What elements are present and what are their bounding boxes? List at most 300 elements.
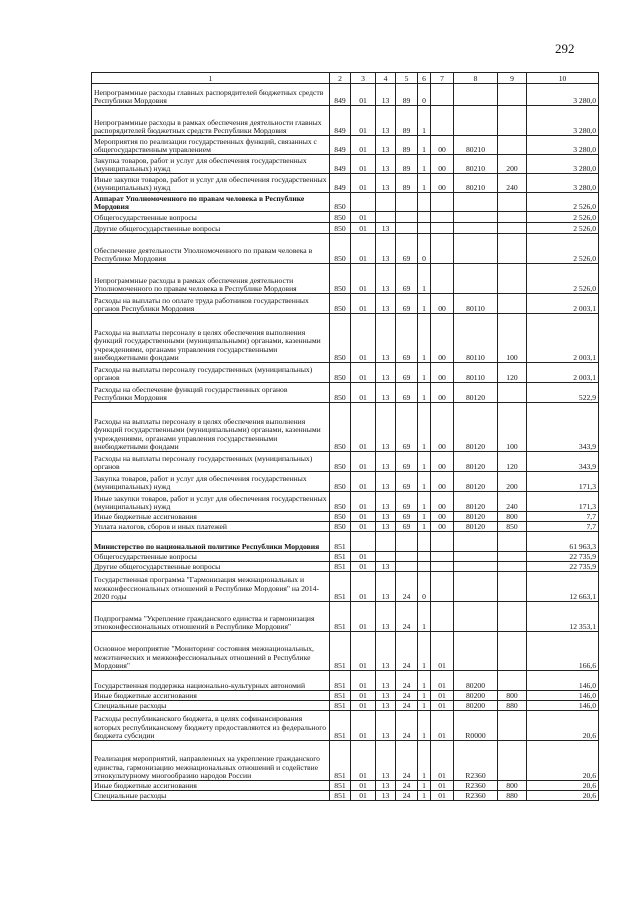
ministry-code-cell: 850: [330, 403, 351, 452]
section-cell: 01: [351, 472, 376, 492]
table-row: [92, 512, 599, 522]
subsection-cell: 13: [376, 492, 396, 512]
ministry-code-cell: 851: [330, 602, 351, 632]
ministry-code-cell: 850: [330, 234, 351, 264]
expense-type-cell: 800: [498, 512, 527, 522]
section-cell: 01: [351, 223, 376, 234]
program-cell: [396, 562, 418, 572]
ministry-code-cell: 851: [330, 562, 351, 572]
row-name-cell: Закупка товаров, работ и услуг для обеспечения государственных (муниципальных) нужд: [92, 155, 330, 174]
row-name-cell: Закупка товаров, работ и услуг для обеспечения государственных (муниципальных) нужд: [92, 472, 330, 492]
program-cell: 24: [396, 711, 418, 741]
row-name-cell: Иные бюджетные ассигнования: [92, 512, 330, 522]
subsection-cell: 13: [376, 136, 396, 155]
target-article-cell: 80120: [454, 522, 498, 532]
expense-type-cell: [498, 294, 527, 314]
table-body: [92, 84, 599, 801]
row-name-cell: Непрограммные расходы главных распорядителей бюджетных средств Республики Мордовия: [92, 84, 330, 106]
subprogram-cell: [418, 193, 431, 212]
row-name-cell: Мероприятия по реализации государственных функций, связанных с общегосударственным управлением: [92, 136, 330, 155]
activity-cell: 00: [431, 363, 454, 383]
target-article-cell: [454, 223, 498, 234]
target-article-cell: 80200: [454, 701, 498, 711]
program-cell: 24: [396, 701, 418, 711]
amount-cell: 146,0: [527, 671, 599, 691]
expense-type-cell: [498, 136, 527, 155]
activity-cell: [431, 106, 454, 136]
amount-cell: 12 663,1: [527, 572, 599, 602]
target-article-cell: R2360: [454, 791, 498, 801]
program-cell: 69: [396, 383, 418, 403]
target-article-cell: 80120: [454, 403, 498, 452]
activity-cell: [431, 234, 454, 264]
activity-cell: 00: [431, 383, 454, 403]
amount-cell: 3 280,0: [527, 155, 599, 174]
column-header: 6: [418, 73, 431, 84]
section-cell: 01: [351, 781, 376, 791]
program-cell: 69: [396, 403, 418, 452]
ministry-code-cell: 851: [330, 671, 351, 691]
subprogram-cell: 1: [418, 791, 431, 801]
section-cell: 01: [351, 791, 376, 801]
program-cell: 69: [396, 264, 418, 294]
section-cell: 01: [351, 512, 376, 522]
ministry-code-cell: 851: [330, 781, 351, 791]
target-article-cell: 80110: [454, 314, 498, 363]
row-name-cell: Непрограммные расходы в рамках обеспечения деятельности главных распорядителей бюджетных средств Республики Мордовия: [92, 106, 330, 136]
expense-type-cell: [498, 84, 527, 106]
ministry-code-cell: 849: [330, 84, 351, 106]
table-row: [92, 234, 599, 264]
table-row: [92, 552, 599, 562]
target-article-cell: [454, 602, 498, 632]
row-name-cell: Другие общегосударственные вопросы: [92, 562, 330, 572]
subsection-cell: 13: [376, 403, 396, 452]
program-cell: [396, 532, 418, 552]
activity-cell: 00: [431, 472, 454, 492]
subprogram-cell: 1: [418, 492, 431, 512]
program-cell: 24: [396, 602, 418, 632]
section-cell: 01: [351, 403, 376, 452]
expense-type-cell: [498, 106, 527, 136]
column-header: 5: [396, 73, 418, 84]
amount-cell: 2 003,1: [527, 294, 599, 314]
amount-cell: 343,9: [527, 452, 599, 472]
program-cell: 69: [396, 472, 418, 492]
activity-cell: 01: [431, 741, 454, 781]
program-cell: 24: [396, 781, 418, 791]
ministry-code-cell: 851: [330, 711, 351, 741]
amount-cell: 61 963,3: [527, 532, 599, 552]
expense-type-cell: [498, 562, 527, 572]
subsection-cell: 13: [376, 691, 396, 701]
ministry-code-cell: 851: [330, 572, 351, 602]
expense-type-cell: [498, 223, 527, 234]
table-row: [92, 193, 599, 212]
program-cell: 89: [396, 84, 418, 106]
section-cell: 01: [351, 84, 376, 106]
table-row: [92, 562, 599, 572]
subsection-cell: 13: [376, 234, 396, 264]
row-name-cell: Общегосударственные вопросы: [92, 212, 330, 223]
amount-cell: 2 003,1: [527, 363, 599, 383]
expense-type-cell: 100: [498, 403, 527, 452]
section-cell: 01: [351, 562, 376, 572]
subprogram-cell: 1: [418, 512, 431, 522]
subsection-cell: 13: [376, 602, 396, 632]
table-row: [92, 106, 599, 136]
activity-cell: [431, 212, 454, 223]
subprogram-cell: 1: [418, 701, 431, 711]
table-row: [92, 155, 599, 174]
table-row: [92, 84, 599, 106]
row-name-cell: Уплата налогов, сборов и иных платежей: [92, 522, 330, 532]
expense-type-cell: 800: [498, 781, 527, 791]
amount-cell: 12 353,1: [527, 602, 599, 632]
ministry-code-cell: 850: [330, 193, 351, 212]
amount-cell: 20,6: [527, 791, 599, 801]
row-name-cell: Расходы на выплаты по оплате труда работников государственных органов Республики Мордовия: [92, 294, 330, 314]
section-cell: 01: [351, 552, 376, 562]
expense-type-cell: 120: [498, 452, 527, 472]
program-cell: 24: [396, 671, 418, 691]
section-cell: 01: [351, 155, 376, 174]
subsection-cell: 13: [376, 383, 396, 403]
table-row: [92, 572, 599, 602]
ministry-code-cell: 850: [330, 472, 351, 492]
ministry-code-cell: 851: [330, 632, 351, 671]
expense-type-cell: [498, 532, 527, 552]
subsection-cell: 13: [376, 632, 396, 671]
expense-type-cell: [498, 552, 527, 562]
subsection-cell: 13: [376, 562, 396, 572]
section-cell: 01: [351, 572, 376, 602]
amount-cell: 3 280,0: [527, 84, 599, 106]
ministry-code-cell: 850: [330, 512, 351, 522]
program-cell: 69: [396, 294, 418, 314]
section-cell: 01: [351, 136, 376, 155]
row-name-cell: Расходы республиканского бюджета, в целях софинансирования которых республиканскому бюджету предоставляются из федерального бюджета субсидии: [92, 711, 330, 741]
section-cell: 01: [351, 492, 376, 512]
subprogram-cell: 1: [418, 363, 431, 383]
section-cell: 01: [351, 106, 376, 136]
section-cell: 01: [351, 602, 376, 632]
amount-cell: 343,9: [527, 403, 599, 452]
row-name-cell: Общегосударственные вопросы: [92, 552, 330, 562]
amount-cell: 2 526,0: [527, 264, 599, 294]
amount-cell: 20,6: [527, 781, 599, 791]
table-row: [92, 452, 599, 472]
program-cell: [396, 212, 418, 223]
expense-type-cell: 880: [498, 701, 527, 711]
row-name-cell: Иные бюджетные ассигнования: [92, 691, 330, 701]
expense-type-cell: 850: [498, 522, 527, 532]
row-name-cell: Государственная программа "Гармонизация межнациональных и межконфессиональных отношений в Республике Мордовия" на 2014-2020 годы: [92, 572, 330, 602]
subsection-cell: 13: [376, 155, 396, 174]
subprogram-cell: 1: [418, 781, 431, 791]
ministry-code-cell: 850: [330, 212, 351, 223]
target-article-cell: 80120: [454, 512, 498, 522]
subsection-cell: 13: [376, 84, 396, 106]
subprogram-cell: 1: [418, 403, 431, 452]
expense-type-cell: 240: [498, 492, 527, 512]
subprogram-cell: 0: [418, 234, 431, 264]
ministry-code-cell: 851: [330, 552, 351, 562]
program-cell: [396, 193, 418, 212]
subprogram-cell: 1: [418, 741, 431, 781]
program-cell: 69: [396, 512, 418, 522]
subprogram-cell: 1: [418, 632, 431, 671]
activity-cell: [431, 223, 454, 234]
row-name-cell: Обеспечение деятельности Уполномоченного по правам человека в Республике Мордовия: [92, 234, 330, 264]
table-row: [92, 781, 599, 791]
subsection-cell: [376, 193, 396, 212]
program-cell: 24: [396, 632, 418, 671]
subprogram-cell: 1: [418, 155, 431, 174]
section-cell: 01: [351, 174, 376, 193]
activity-cell: [431, 193, 454, 212]
subsection-cell: 13: [376, 572, 396, 602]
target-article-cell: [454, 84, 498, 106]
subsection-cell: 13: [376, 472, 396, 492]
row-name-cell: Расходы на обеспечение функций государственных органов Республики Мордовия: [92, 383, 330, 403]
expense-type-cell: [498, 711, 527, 741]
subprogram-cell: 1: [418, 294, 431, 314]
target-article-cell: 80110: [454, 294, 498, 314]
target-article-cell: 80210: [454, 136, 498, 155]
target-article-cell: [454, 106, 498, 136]
subprogram-cell: 1: [418, 264, 431, 294]
expense-type-cell: [498, 632, 527, 671]
section-cell: 01: [351, 691, 376, 701]
subprogram-cell: 1: [418, 711, 431, 741]
page-number: 292: [555, 41, 575, 56]
activity-cell: 01: [431, 711, 454, 741]
expense-type-cell: 120: [498, 363, 527, 383]
amount-cell: 522,9: [527, 383, 599, 403]
amount-cell: 171,3: [527, 472, 599, 492]
expense-type-cell: 880: [498, 791, 527, 801]
row-name-cell: Расходы на выплаты персоналу государственных (муниципальных) органов: [92, 452, 330, 472]
activity-cell: 01: [431, 791, 454, 801]
activity-cell: [431, 602, 454, 632]
row-name-cell: Расходы на выплаты персоналу государственных (муниципальных) органов: [92, 363, 330, 383]
program-cell: 24: [396, 791, 418, 801]
program-cell: 69: [396, 492, 418, 512]
expense-type-cell: 200: [498, 155, 527, 174]
ministry-code-cell: 850: [330, 452, 351, 472]
subprogram-cell: 1: [418, 314, 431, 363]
column-header: 9: [498, 73, 527, 84]
table-row: [92, 472, 599, 492]
expense-type-cell: 100: [498, 314, 527, 363]
subprogram-cell: 1: [418, 383, 431, 403]
ministry-code-cell: 850: [330, 492, 351, 512]
expense-type-cell: [498, 572, 527, 602]
program-cell: 24: [396, 572, 418, 602]
target-article-cell: [454, 193, 498, 212]
program-cell: [396, 552, 418, 562]
subprogram-cell: 1: [418, 136, 431, 155]
subprogram-cell: [418, 223, 431, 234]
program-cell: 69: [396, 314, 418, 363]
row-name-cell: Специальные расходы: [92, 791, 330, 801]
amount-cell: 3 280,0: [527, 106, 599, 136]
table-row: [92, 532, 599, 552]
table-row: [92, 741, 599, 781]
activity-cell: 01: [431, 632, 454, 671]
subsection-cell: 13: [376, 106, 396, 136]
subsection-cell: 13: [376, 671, 396, 691]
column-header: 10: [527, 73, 599, 84]
section-cell: 01: [351, 741, 376, 781]
subsection-cell: 13: [376, 174, 396, 193]
subprogram-cell: [418, 562, 431, 572]
subprogram-cell: 1: [418, 452, 431, 472]
target-article-cell: 80210: [454, 174, 498, 193]
amount-cell: 3 280,0: [527, 174, 599, 193]
target-article-cell: [454, 264, 498, 294]
column-header: 7: [431, 73, 454, 84]
activity-cell: 00: [431, 136, 454, 155]
target-article-cell: R2360: [454, 741, 498, 781]
expense-type-cell: 240: [498, 174, 527, 193]
subprogram-cell: 1: [418, 602, 431, 632]
table-row: [92, 602, 599, 632]
activity-cell: 01: [431, 701, 454, 711]
target-article-cell: 80210: [454, 155, 498, 174]
program-cell: 24: [396, 741, 418, 781]
subprogram-cell: [418, 552, 431, 562]
table-row: [92, 671, 599, 691]
target-article-cell: 80120: [454, 472, 498, 492]
target-article-cell: [454, 532, 498, 552]
expense-type-cell: 200: [498, 472, 527, 492]
expense-type-cell: [498, 602, 527, 632]
activity-cell: 00: [431, 512, 454, 522]
subsection-cell: [376, 532, 396, 552]
expense-type-cell: [498, 234, 527, 264]
subprogram-cell: 1: [418, 691, 431, 701]
target-article-cell: R2360: [454, 781, 498, 791]
section-cell: 01: [351, 711, 376, 741]
row-name-cell: Министерство по национальной политике Республики Мордовия: [92, 532, 330, 552]
section-cell: 01: [351, 212, 376, 223]
activity-cell: [431, 562, 454, 572]
subsection-cell: 13: [376, 363, 396, 383]
target-article-cell: 80120: [454, 492, 498, 512]
ministry-code-cell: 850: [330, 223, 351, 234]
table-row: [92, 314, 599, 363]
amount-cell: 7,7: [527, 512, 599, 522]
target-article-cell: R0000: [454, 711, 498, 741]
subprogram-cell: 0: [418, 572, 431, 602]
ministry-code-cell: 850: [330, 363, 351, 383]
row-name-cell: Расходы на выплаты персоналу в целях обеспечения выполнения функций государственными (муниципальными) органами, казенными учреждениями, органами управления государственными внебюджетными фондами: [92, 314, 330, 363]
section-cell: 01: [351, 671, 376, 691]
section-cell: 01: [351, 294, 376, 314]
section-cell: [351, 193, 376, 212]
row-name-cell: Специальные расходы: [92, 701, 330, 711]
subsection-cell: 13: [376, 711, 396, 741]
section-cell: 01: [351, 452, 376, 472]
target-article-cell: 80120: [454, 452, 498, 472]
target-article-cell: 80200: [454, 691, 498, 701]
amount-cell: 20,6: [527, 711, 599, 741]
activity-cell: 00: [431, 492, 454, 512]
subsection-cell: 13: [376, 264, 396, 294]
program-cell: 24: [396, 691, 418, 701]
table-row: [92, 212, 599, 223]
amount-cell: 2 526,0: [527, 234, 599, 264]
program-cell: 69: [396, 363, 418, 383]
subprogram-cell: [418, 212, 431, 223]
section-cell: 01: [351, 383, 376, 403]
activity-cell: 00: [431, 452, 454, 472]
expense-type-cell: [498, 741, 527, 781]
activity-cell: 00: [431, 174, 454, 193]
table-row: [92, 632, 599, 671]
row-name-cell: Государственная поддержка национально-культурных автономий: [92, 671, 330, 691]
activity-cell: 00: [431, 314, 454, 363]
table-row: [92, 363, 599, 383]
ministry-code-cell: 849: [330, 174, 351, 193]
subprogram-cell: 1: [418, 106, 431, 136]
program-cell: 69: [396, 234, 418, 264]
subprogram-cell: 1: [418, 671, 431, 691]
activity-cell: [431, 552, 454, 562]
column-header: 1: [92, 73, 330, 84]
subsection-cell: 13: [376, 294, 396, 314]
table-row: [92, 383, 599, 403]
amount-cell: 2 003,1: [527, 314, 599, 363]
section-cell: 01: [351, 314, 376, 363]
ministry-code-cell: 850: [330, 314, 351, 363]
table-row: [92, 711, 599, 741]
subprogram-cell: [418, 532, 431, 552]
subsection-cell: 13: [376, 781, 396, 791]
target-article-cell: 80200: [454, 671, 498, 691]
section-cell: 01: [351, 632, 376, 671]
activity-cell: 01: [431, 671, 454, 691]
ministry-code-cell: 850: [330, 522, 351, 532]
subsection-cell: 13: [376, 223, 396, 234]
ministry-code-cell: 851: [330, 691, 351, 701]
amount-cell: 20,6: [527, 741, 599, 781]
amount-cell: 7,7: [527, 522, 599, 532]
activity-cell: [431, 572, 454, 602]
target-article-cell: 80120: [454, 383, 498, 403]
program-cell: [396, 223, 418, 234]
subsection-cell: 13: [376, 522, 396, 532]
activity-cell: 00: [431, 294, 454, 314]
amount-cell: 2 526,0: [527, 223, 599, 234]
program-cell: 89: [396, 106, 418, 136]
table-row: [92, 223, 599, 234]
ministry-code-cell: 849: [330, 155, 351, 174]
row-name-cell: Непрограммные расходы в рамках обеспечения деятельности Уполномоченного по правам человека в Республике Мордовия: [92, 264, 330, 294]
target-article-cell: [454, 572, 498, 602]
amount-cell: 166,6: [527, 632, 599, 671]
activity-cell: [431, 264, 454, 294]
subprogram-cell: 0: [418, 84, 431, 106]
expense-type-cell: [498, 383, 527, 403]
amount-cell: 2 526,0: [527, 212, 599, 223]
row-name-cell: Другие общегосударственные вопросы: [92, 223, 330, 234]
amount-cell: 3 280,0: [527, 136, 599, 155]
ministry-code-cell: 851: [330, 701, 351, 711]
row-name-cell: Подпрограмма "Укрепление гражданского единства и гармонизация этноконфессиональных отношений в Республике Мордовия": [92, 602, 330, 632]
